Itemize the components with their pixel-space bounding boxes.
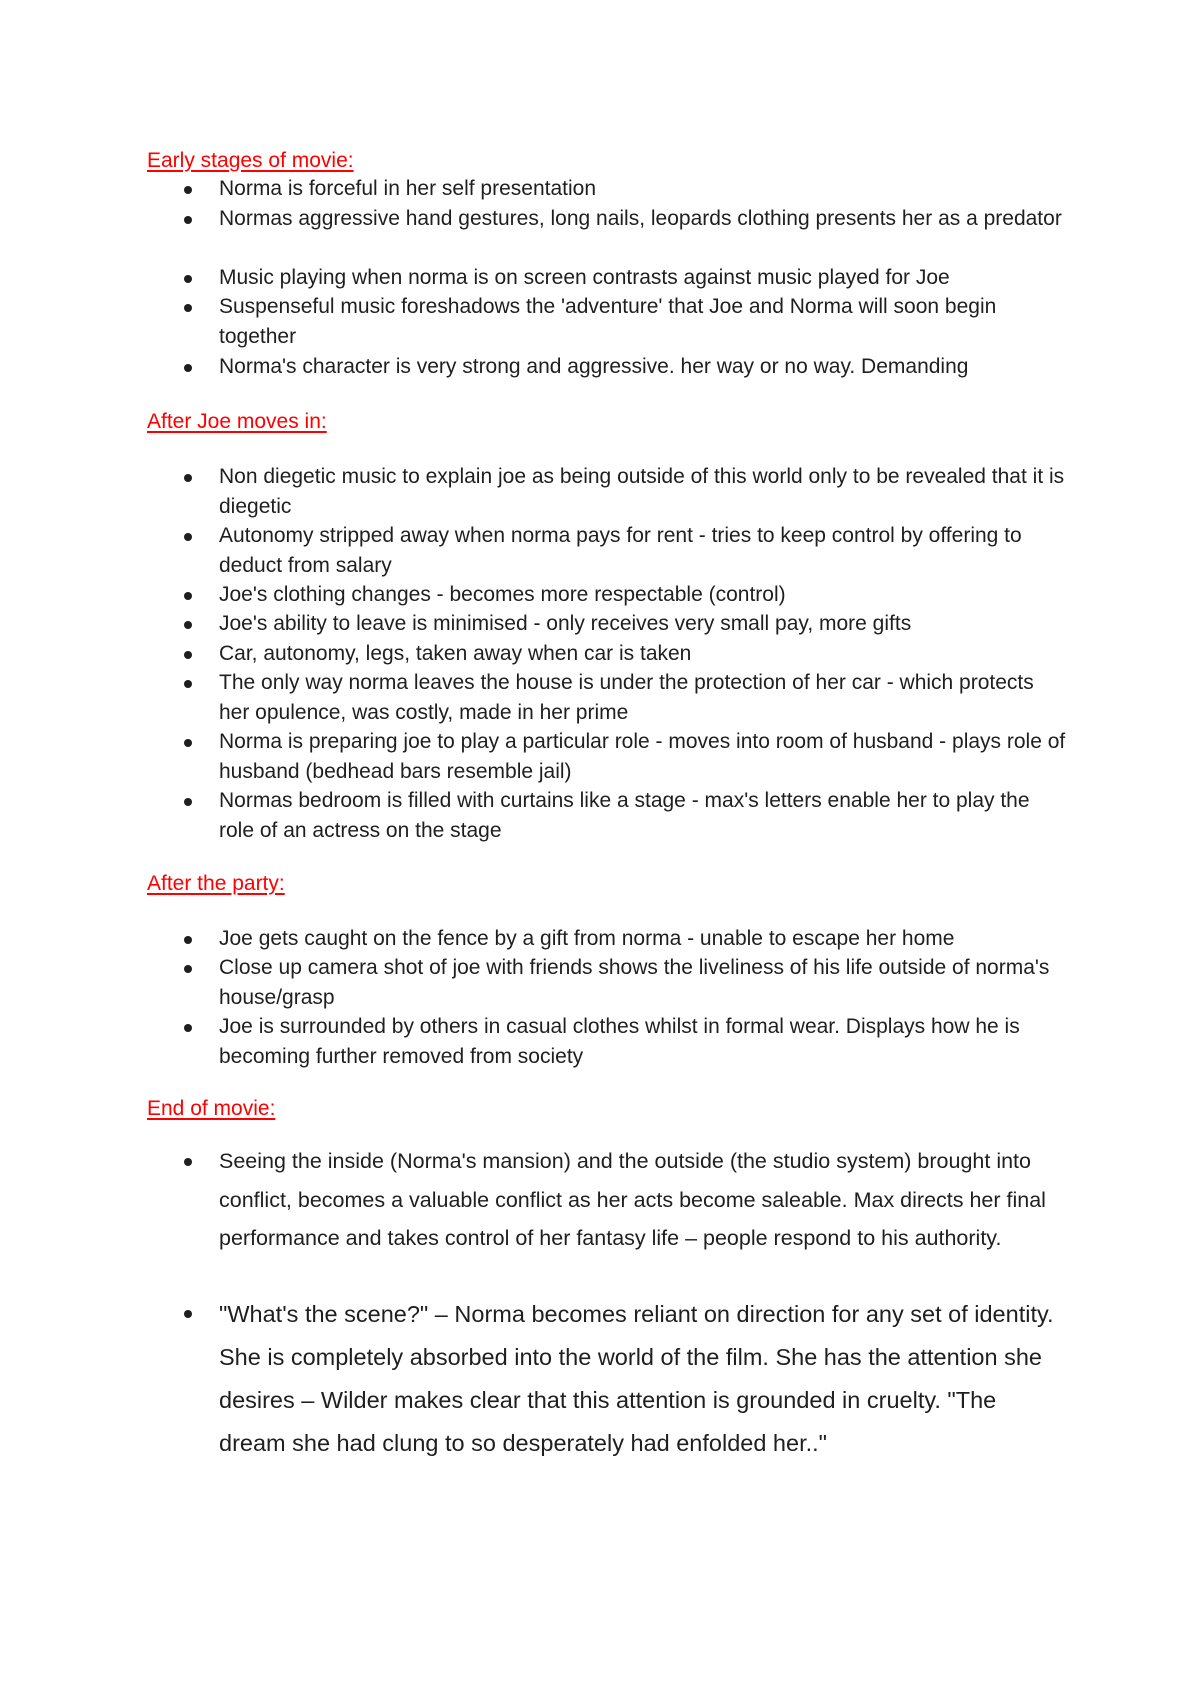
bullet-icon — [184, 186, 192, 194]
bullet-icon — [184, 798, 192, 806]
bullet-icon — [184, 533, 192, 541]
bullet-icon — [184, 651, 192, 659]
bullet-icon — [184, 680, 192, 688]
section-heading-after-the-party: After the party: — [147, 872, 285, 895]
section-heading-end-of-movie: End of movie: — [147, 1097, 276, 1120]
bullet-icon — [184, 364, 192, 372]
bullet-icon — [184, 592, 192, 600]
bullet-icon — [184, 621, 192, 629]
section-heading-early-stages: Early stages of movie: — [147, 149, 354, 172]
bullet-icon — [184, 1158, 192, 1166]
bullet-icon — [184, 304, 192, 312]
bullet-icon — [184, 1310, 192, 1318]
document-page: Early stages of movie: Norma is forceful in her self presentation Normas aggressive hand gestures, long nails, leopards clothing presents her as a predator Music playing when norma is on screen contrasts against music played for Joe Suspenseful music foreshadows the 'adventure' that Joe and Norma will soon begin together Norma's character is very strong and aggressive. her way or no way. Demanding After Joe moves in: Non diegetic music to explain joe as being outside of this world only to be revealed that it is diegetic Autonomy stripped away when norma pays for rent - tries to keep control by offering to deduct from salary Joe's clothing changes - becomes more respectable (control) Joe's ability to leave is minimised - only receives very small pay, more gifts Car, autonomy, legs, taken away when car is taken The only way norma leaves the house is under the protection of her car - which protects her opulence, was costly, made in her prime Norma is preparing joe to play a particular role - moves into room of husband - plays role of husband (bedhead bars resemble jail) Normas bedroom is filled with curtains like a stage - max's letters enable her to play the role of an actress on the stage After the party: Joe gets caught on the fence by a gift from norma - unable to escape her home Close up camera shot of joe with friends shows the liveliness of his life outside of norma's house/grasp Joe is surrounded by others in casual clothes whilst in formal wear. Displays how he is becoming further removed from society End of movie: Seeing the inside (Norma's mansion) and the outside (the studio system) brought into conflict, becomes a valuable conflict as her acts become saleable. Max directs her final performance and takes control of her fantasy life – people respond to his authority. "What's the scene?" – Norma becomes reliant on direction for any set of identity. She is completely absorbed into the world of the film. She has the attention she desires – Wilder makes clear that this attention is grounded in cruelty. "The dream she had clung to so desperately had enfolded her.." — [0, 0, 1200, 1694]
bullet-icon — [184, 739, 192, 747]
bullet-icon — [184, 965, 192, 973]
bullet-icon — [184, 474, 192, 482]
bullet-icon — [184, 216, 192, 224]
section-heading-after-joe-moves-in: After Joe moves in: — [147, 410, 327, 433]
bullet-icon — [184, 275, 192, 283]
bullet-icon — [184, 1024, 192, 1032]
bullet-icon — [184, 936, 192, 944]
